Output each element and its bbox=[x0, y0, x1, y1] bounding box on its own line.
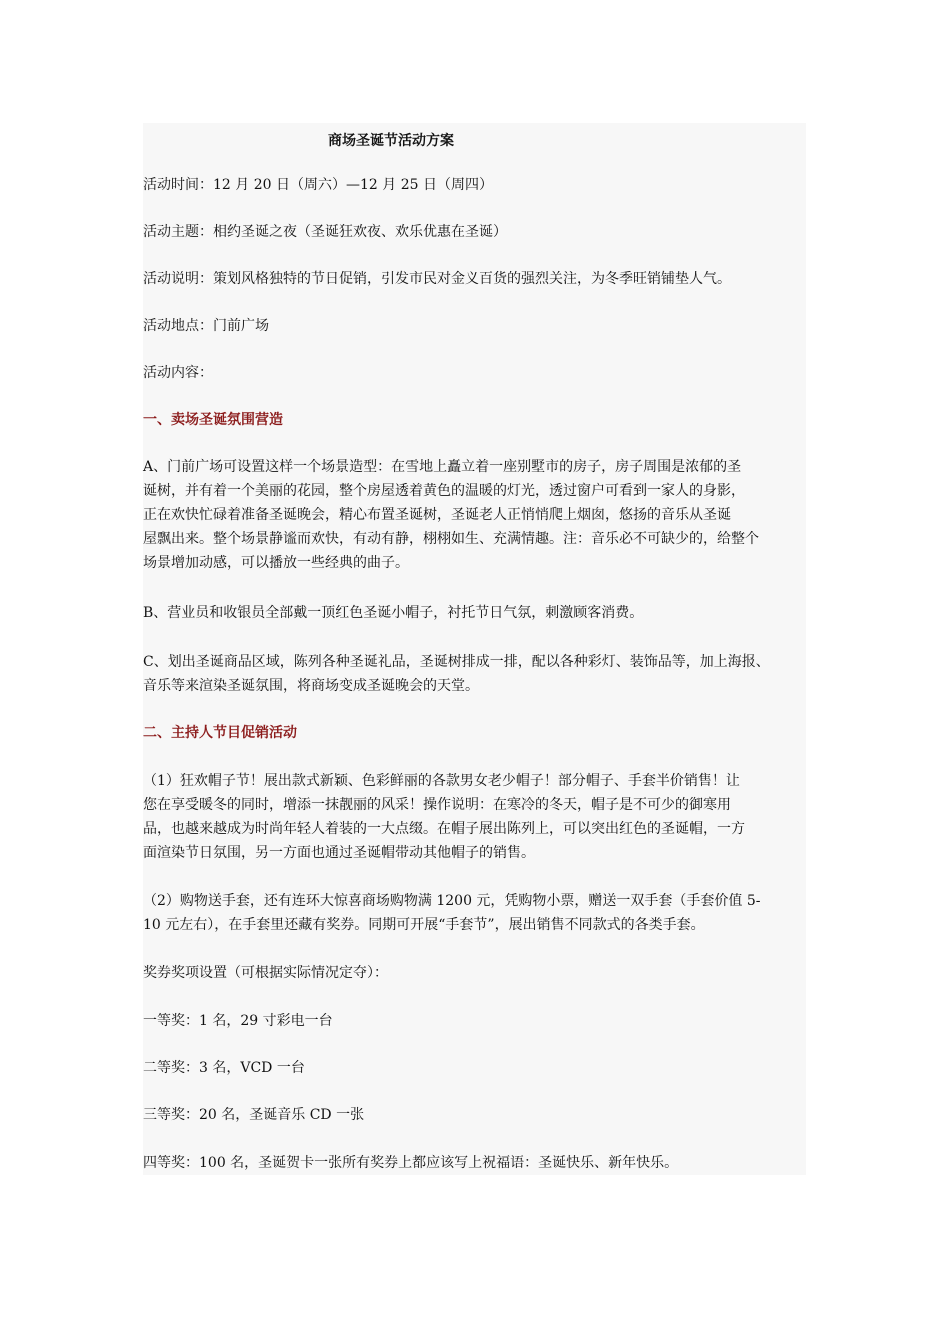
paragraph-line: C、划出圣诞商品区域，陈列各种圣诞礼品，圣诞树排成一排，配以各种彩灯、装饰品等，加上海报、 bbox=[143, 654, 770, 670]
activity-time: 活动时间：12 月 20 日（周六）—12 月 25 日（周四） bbox=[143, 177, 493, 193]
prize-fourth: 四等奖：100 名，圣诞贺卡一张所有奖券上都应该写上祝福语：圣诞快乐、新年快乐。 bbox=[143, 1155, 679, 1171]
paragraph-line: 场景增加动感，可以播放一些经典的曲子。 bbox=[143, 555, 409, 571]
section-heading-1: 一、卖场圣诞氛围营造 bbox=[143, 412, 283, 428]
paragraph-line: 诞树，并有着一个美丽的花园，整个房屋透着黄色的温暖的灯光，透过窗户可看到一家人的身影， bbox=[143, 483, 745, 499]
paragraph-line: 面渲染节日氛围，另一方面也通过圣诞帽带动其他帽子的销售。 bbox=[143, 845, 535, 861]
prize-third: 三等奖：20 名，圣诞音乐 CD 一张 bbox=[143, 1107, 365, 1123]
activity-theme: 活动主题：相约圣诞之夜（圣诞狂欢夜、欢乐优惠在圣诞） bbox=[143, 224, 507, 240]
prize-intro: 奖券奖项设置（可根据实际情况定夺）： bbox=[143, 965, 388, 981]
paragraph-line: 屋飘出来。整个场景静谧而欢快，有动有静，栩栩如生、充满情趣。注：音乐必不可缺少的，给整个 bbox=[143, 531, 759, 547]
paragraph-line: 音乐等来渲染圣诞氛围，将商场变成圣诞晚会的天堂。 bbox=[143, 678, 479, 694]
paragraph-line: 品，也越来越成为时尚年轻人着装的一大点缀。在帽子展出陈列上，可以突出红色的圣诞帽，一方 bbox=[143, 821, 745, 837]
activity-place: 活动地点：门前广场 bbox=[143, 318, 269, 334]
paragraph-line: 正在欢快忙碌着准备圣诞晚会，精心布置圣诞树，圣诞老人正悄悄爬上烟囱，悠扬的音乐从圣诞 bbox=[143, 507, 731, 523]
activity-content-label: 活动内容： bbox=[143, 365, 213, 381]
paragraph-line: 您在享受暖冬的同时，增添一抹靓丽的风采！操作说明：在寒冷的冬天，帽子是不可少的御寒用 bbox=[143, 797, 731, 813]
document-title: 商场圣诞节活动方案 bbox=[328, 133, 454, 149]
section-heading-2: 二、主持人节目促销活动 bbox=[143, 725, 297, 741]
paragraph-line: A、门前广场可设置这样一个场景造型：在雪地上矗立着一座别墅市的房子，房子周围是浓郁的圣 bbox=[143, 459, 742, 475]
paragraph-line: （1）狂欢帽子节！展出款式新颖、色彩鲜丽的各款男女老少帽子！部分帽子、手套半价销售！让 bbox=[143, 773, 740, 789]
prize-second: 二等奖：3 名，VCD 一台 bbox=[143, 1060, 305, 1076]
paragraph-line: 10 元左右），在手套里还藏有奖券。同期可开展“手套节”，展出销售不同款式的各类手套。 bbox=[143, 917, 705, 933]
paragraph-line: （2）购物送手套，还有连环大惊喜商场购物满 1200 元，凭购物小票，赠送一双手套（手套价值 5- bbox=[143, 893, 761, 909]
paragraph-b: B、营业员和收银员全部戴一顶红色圣诞小帽子，衬托节日气氛，刺激顾客消费。 bbox=[143, 605, 644, 621]
document-body bbox=[143, 123, 806, 1175]
prize-first: 一等奖：1 名，29 寸彩电一台 bbox=[143, 1013, 333, 1029]
activity-description: 活动说明：策划风格独特的节日促销，引发市民对金义百货的强烈关注，为冬季旺销铺垫人气。 bbox=[143, 271, 731, 287]
